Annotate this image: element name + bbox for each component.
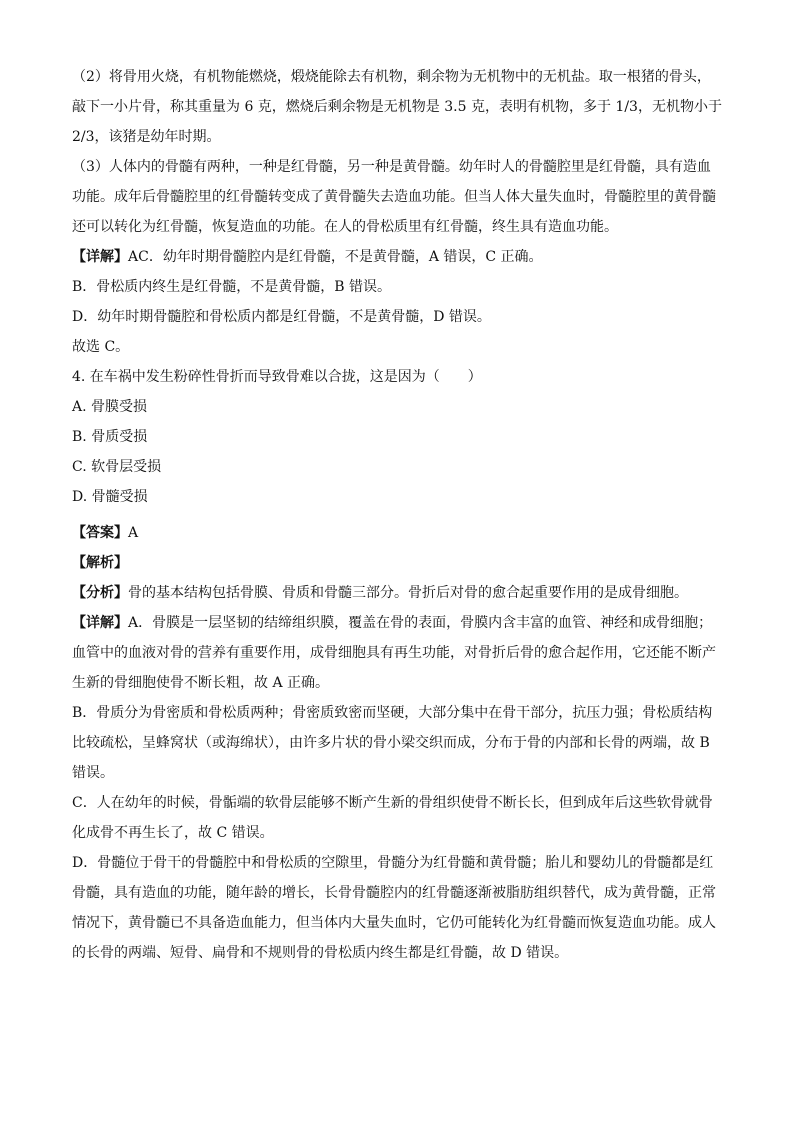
answer-text: A bbox=[128, 525, 139, 541]
text-line: C．人在幼年的时候，骨骺端的软骨层能够不断产生新的骨组织使骨不断长长，但到成年后这些软骨就骨 bbox=[72, 795, 713, 811]
text-line: 功能。成年后骨髓腔里的红骨髓转变成了黄骨髓失去造血功能。但当人体大量失血时，骨髓腔里的黄骨髓 bbox=[72, 189, 716, 205]
question-text: 4. 在车祸中发生粉碎性骨折而导致骨难以合拢，这是因为（ ） bbox=[72, 369, 482, 385]
answer-line bbox=[72, 518, 722, 548]
answer-tag: 【答案】 bbox=[72, 525, 128, 541]
analysis-line bbox=[72, 578, 722, 608]
analysis-tag: 【分析】 bbox=[72, 585, 128, 601]
text-line: 比较疏松，呈蜂窝状（或海绵状），由许多片状的骨小梁交织而成，分布于骨的内部和长骨的两端，故 B bbox=[72, 735, 710, 751]
choose-line: 故选 C。 bbox=[72, 339, 130, 355]
text-line: 生新的骨细胞使骨不断长粗，故 A 正确。 bbox=[72, 675, 330, 691]
detail-text: AC．幼年时期骨髓腔内是红骨髓，不是黄骨髓，A 错误，C 正确。 bbox=[128, 249, 543, 265]
text-line: 2/3，该猪是幼年时期。 bbox=[72, 129, 221, 145]
detail-line bbox=[72, 242, 722, 272]
text-line: 化成骨不再生长了，故 C 错误。 bbox=[72, 825, 274, 841]
text-line: 敲下一小片骨，称其重量为 6 克，燃烧后剩余物是无机物是 3.5 克，表明有机物，多于 1/3，无机物小于 bbox=[72, 99, 722, 115]
text-line: 的长骨的两端、短骨、扁骨和不规则骨的骨松质内终生都是红骨髓，故 D 错误。 bbox=[72, 945, 569, 961]
analysis-text: 骨的基本结构包括骨膜、骨质和骨髓三部分。骨折后对骨的愈合起重要作用的是成骨细胞。 bbox=[128, 585, 688, 601]
text-line: D．幼年时期骨髓腔和骨松质内都是红骨髓，不是黄骨髓，D 错误。 bbox=[72, 309, 491, 325]
detail-text: A．骨膜是一层坚韧的结缔组织膜，覆盖在骨的表面，骨膜内含丰富的血管、神经和成骨细胞； bbox=[128, 615, 713, 631]
detail-tag: 【详解】 bbox=[72, 615, 128, 631]
text-line: B．骨松质内终生是红骨髓，不是黄骨髓，B 错误。 bbox=[72, 279, 392, 295]
option-b: B. 骨质受损 bbox=[72, 429, 148, 445]
text-line: （2）将骨用火烧，有机物能燃烧，煅烧能除去有机物，剩余物为无机物中的无机盐。取一根猪的骨头， bbox=[72, 69, 711, 85]
text-line: B．骨质分为骨密质和骨松质两种；骨密质致密而坚硬，大部分集中在骨干部分，抗压力强；骨松质结构 bbox=[72, 705, 713, 721]
text-line: 血管中的血液对骨的营养有重要作用，成骨细胞具有再生功能，对骨折后骨的愈合起作用，它还能不断产 bbox=[72, 645, 716, 661]
text-line: 骨髓，具有造血的功能，随年龄的增长，长骨骨髓腔内的红骨髓逐渐被脂肪组织替代，成为黄骨髓，正常 bbox=[72, 885, 716, 901]
text-line: （3）人体内的骨髓有两种，一种是红骨髓，另一种是黄骨髓。幼年时人的骨髓腔里是红骨髓，具有造血 bbox=[72, 159, 711, 175]
option-c: C. 软骨层受损 bbox=[72, 459, 162, 475]
text-line: D．骨髓位于骨干的骨髓腔中和骨松质的空隙里，骨髓分为红骨髓和黄骨髓；胎儿和婴幼儿的骨髓都是红 bbox=[72, 855, 714, 871]
detail-line bbox=[72, 608, 722, 638]
document-page bbox=[72, 62, 722, 968]
option-d: D. 骨髓受损 bbox=[72, 489, 148, 505]
text-line: 还可以转化为红骨髓，恢复造血的功能。在人的骨松质里有红骨髓，终生具有造血功能。 bbox=[72, 219, 618, 235]
detail-tag: 【详解】 bbox=[72, 249, 128, 265]
option-a: A. 骨膜受损 bbox=[72, 399, 148, 415]
text-line: 情况下，黄骨髓已不具备造血能力，但当体内大量失血时，它仍可能转化为红骨髓而恢复造血功能。成人 bbox=[72, 915, 716, 931]
analysis-title: 【解析】 bbox=[72, 555, 128, 571]
text-line: 错误。 bbox=[72, 765, 114, 781]
